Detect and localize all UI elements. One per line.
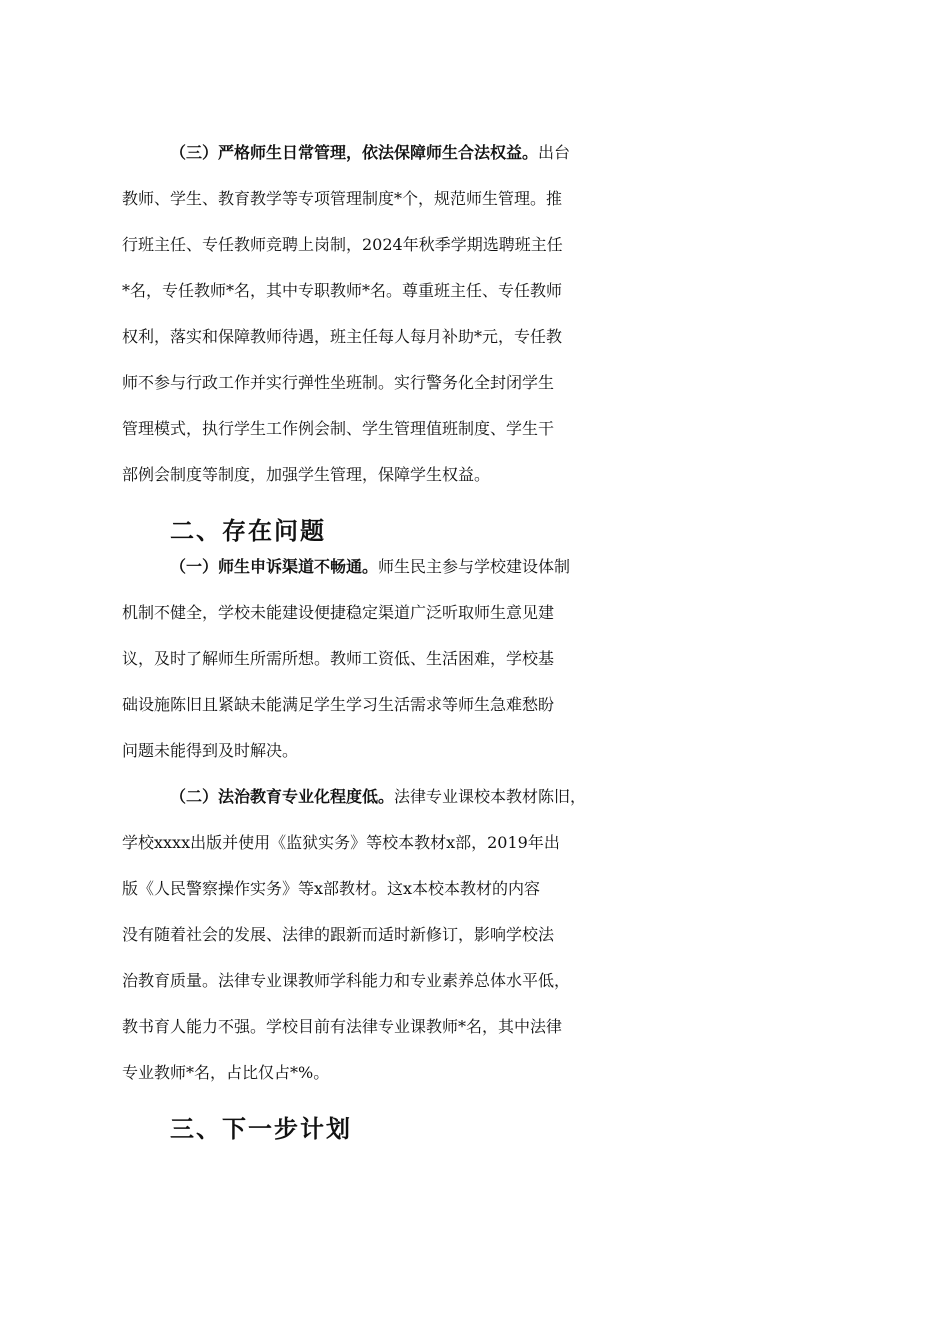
text-line: 专业教师*名，占比仅占*%。 (122, 1063, 330, 1082)
text-line: 问题未能得到及时解决。 (122, 741, 299, 760)
heading-next-steps (170, 1106, 832, 1152)
text-line: 师不参与行政工作并实行弹性坐班制。实行警务化全封闭学生 (122, 373, 555, 392)
text-line: 教师、学生、教育教学等专项管理制度*个，规范师生管理。推 (122, 189, 563, 208)
section3-paragraph (122, 140, 832, 508)
text-line: 础设施陈旧且紧缺未能满足学生学习生活需求等师生急难愁盼 (122, 695, 555, 714)
text-line: 管理模式，执行学生工作例会制、学生管理值班制度、学生干 (122, 419, 555, 438)
section3-lead: （三）严格师生日常管理，依法保障师生合法权益。 (170, 143, 539, 162)
problem1-paragraph (122, 554, 832, 784)
text-line: 机制不健全，学校未能建设便捷稳定渠道广泛听取师生意见建 (122, 603, 555, 622)
text-line: 版《人民警察操作实务》等x部教材。这x本校本教材的内容 (122, 879, 541, 898)
text-line: 议，及时了解师生所需所想。教师工资低、生活困难，学校基 (122, 649, 555, 668)
text-line-continuation: 师生民主参与学校建设体制 (378, 557, 571, 576)
text-line-continuation: 法律专业课校本教材陈旧， (394, 787, 587, 806)
text-line-continuation: 出台 (538, 143, 571, 162)
text-line: 治教育质量。法律专业课教师学科能力和专业素养总体水平低， (122, 971, 571, 990)
problem1-lead: （一）师生申诉渠道不畅通。 (170, 557, 379, 576)
problem2-paragraph (122, 784, 832, 1106)
section-heading: 二、存在问题 (170, 517, 326, 545)
text-line: 教书育人能力不强。学校目前有法律专业课教师*名，其中法律 (122, 1017, 563, 1036)
text-line: 行班主任、专任教师竞聘上岗制，2024年秋季学期选聘班主任 (122, 235, 563, 254)
text-line: 学校xxxx出版并使用《监狱实务》等校本教材x部，2019年出 (122, 833, 560, 852)
heading-problems (170, 508, 832, 554)
problem2-lead: （二）法治教育专业化程度低。 (170, 787, 395, 806)
text-line: 没有随着社会的发展、法律的跟新而适时新修订，影响学校法 (122, 925, 555, 944)
text-line (170, 554, 832, 600)
text-line: *名，专任教师*名，其中专职教师*名。尊重班主任、专任教师 (122, 281, 563, 300)
text-line: 部例会制度等制度，加强学生管理，保障学生权益。 (122, 465, 491, 484)
text-line: 权利，落实和保障教师待遇，班主任每人每月补助*元，专任教 (122, 327, 563, 346)
text-line (170, 140, 832, 186)
text-line (170, 784, 832, 830)
section-heading: 三、下一步计划 (170, 1115, 352, 1143)
